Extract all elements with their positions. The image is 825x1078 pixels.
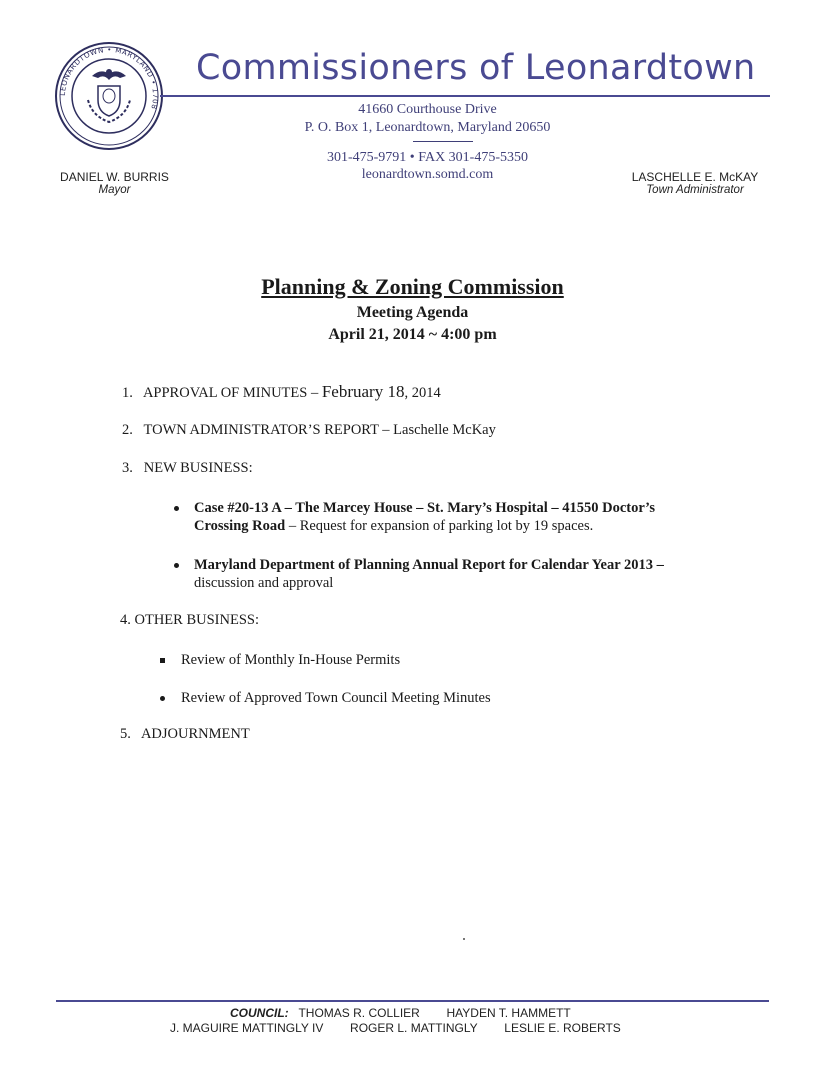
phone-fax: 301-475-9791 • FAX 301-475-5350 <box>326 150 529 165</box>
new-business-item-1 <box>194 499 754 535</box>
agenda-number: 2. <box>122 422 133 438</box>
address-line-2: P. O. Box 1, Leonardtown, Maryland 20650 <box>304 120 551 135</box>
agenda-number: 4. <box>120 612 131 628</box>
agenda-number: 5. <box>120 726 131 742</box>
agenda-number: 3. <box>122 460 133 476</box>
agenda-text: NEW BUSINESS: <box>143 460 253 476</box>
mayor-block <box>52 170 177 196</box>
org-name: Commissioners of Leonardtown <box>196 48 756 88</box>
case-description: – Request for expansion of parking lot by 19 spaces. <box>285 518 594 534</box>
mayor-name: DANIEL W. BURRIS <box>60 170 169 184</box>
agenda-item-1 <box>122 382 441 402</box>
other-business-item-2: Review of Approved Town Council Meeting Minutes <box>181 690 491 706</box>
other-business-item-1: Review of Monthly In-House Permits <box>181 652 401 668</box>
document-title: Planning & Zoning Commission <box>261 274 564 299</box>
administrator-block <box>620 170 770 196</box>
council-row-2 <box>170 1021 621 1035</box>
bullet-icon <box>174 506 179 511</box>
address-divider <box>413 141 473 142</box>
document-subtitle: Meeting Agenda <box>356 304 469 321</box>
council-member: ROGER L. MATTINGLY <box>350 1021 478 1035</box>
agenda-label: APPROVAL OF MINUTES – <box>142 385 322 401</box>
address-line-1: 41660 Courthouse Drive <box>358 102 497 117</box>
meeting-date: April 21, 2014 ~ 4:00 pm <box>328 326 497 343</box>
agenda-text: OTHER BUSINESS: <box>134 612 259 628</box>
council-member: THOMAS R. COLLIER <box>298 1006 420 1020</box>
bullet-icon <box>160 658 165 663</box>
town-seal-logo <box>54 40 164 152</box>
agenda-number: 1. <box>122 385 133 401</box>
council-member: LESLIE E. ROBERTS <box>504 1021 621 1035</box>
bullet-icon <box>174 563 179 568</box>
agenda-item-2 <box>122 422 496 439</box>
council-member: J. MAGUIRE MATTINGLY IV <box>170 1021 324 1035</box>
report-description: discussion and approval <box>194 575 334 591</box>
council-member: HAYDEN T. HAMMETT <box>446 1006 571 1020</box>
case-heading-line1: Case #20-13 A – The Marcey House – St. Mary’s Hospital – 41550 Doctor’s <box>194 500 655 516</box>
new-business-item-2 <box>194 556 754 592</box>
agenda-item-5 <box>120 726 250 743</box>
case-heading-line2: Crossing Road <box>194 518 286 534</box>
administrator-title: Town Administrator <box>646 184 744 196</box>
mayor-title: Mayor <box>98 184 131 196</box>
agenda-item-4 <box>120 612 259 629</box>
website: leonardtown.somd.com <box>361 167 494 182</box>
agenda-text: TOWN ADMINISTRATOR’S REPORT – Laschelle McKay <box>143 422 496 438</box>
administrator-name: LASCHELLE E. McKAY <box>631 170 759 184</box>
council-label: COUNCIL: <box>230 1006 289 1020</box>
footer-rule <box>56 1000 769 1002</box>
agenda-text: ADJOURNMENT <box>140 726 250 742</box>
bullet-icon <box>160 696 165 701</box>
header-rule <box>160 95 770 97</box>
seal-text: LEONARDTOWN • MARYLAND • 1708 <box>57 44 161 111</box>
scan-speck <box>463 938 465 940</box>
report-heading: Maryland Department of Planning Annual Report for Calendar Year 2013 – <box>194 557 664 573</box>
agenda-item-3 <box>122 460 253 477</box>
minutes-year: , 2014 <box>404 385 441 401</box>
council-row-1 <box>230 1006 571 1020</box>
minutes-date: February 18 <box>321 382 405 401</box>
